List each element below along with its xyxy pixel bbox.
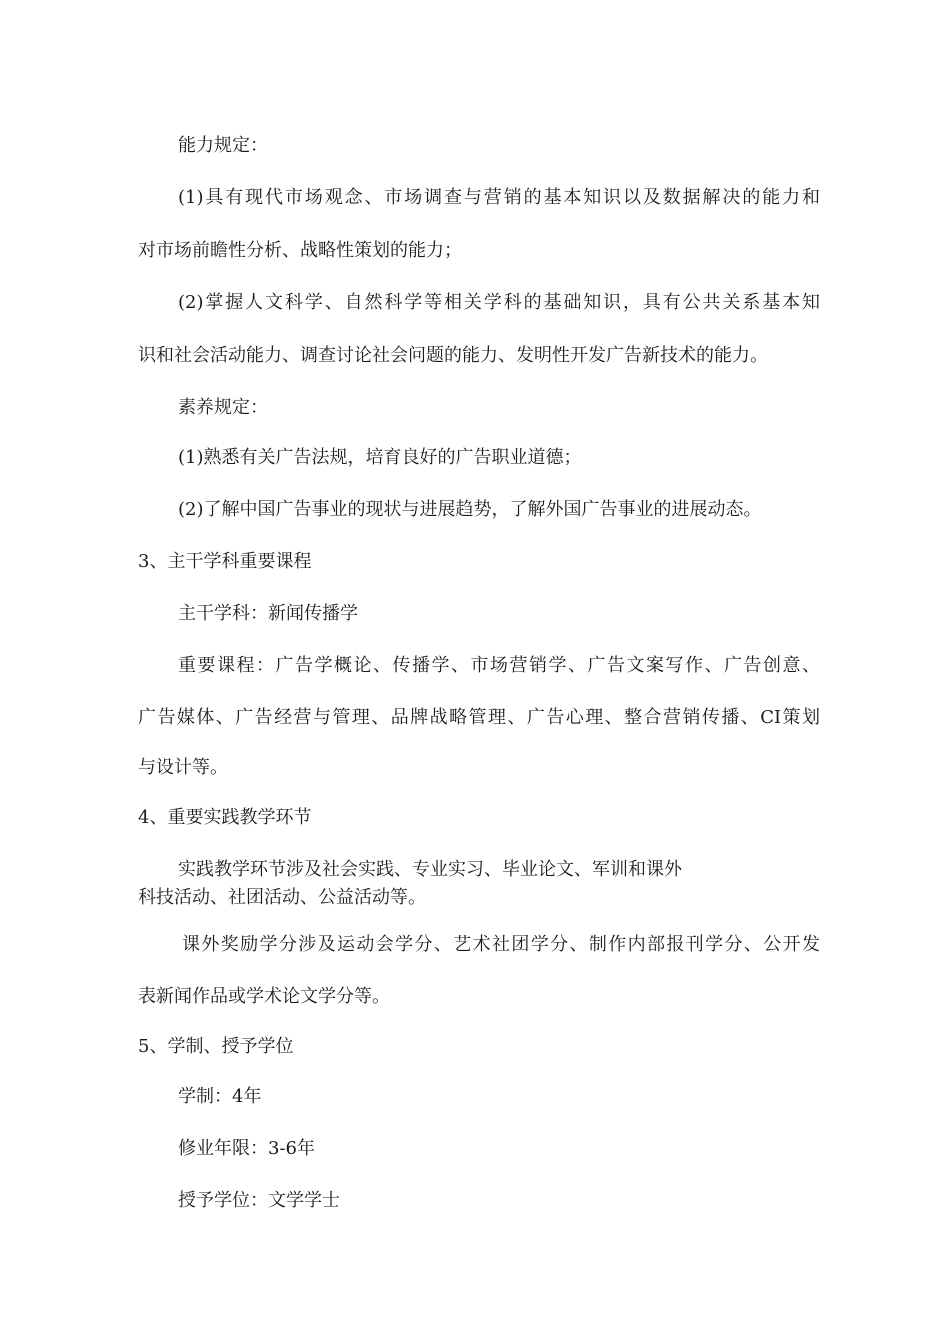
quality-heading: 素养规定：: [178, 397, 268, 418]
ability-item-2-line-2: 识和社会活动能力、调查讨论社会问题的能力、发明性开发广告新技术的能力。: [138, 345, 768, 366]
courses-line-3: 与设计等。: [138, 757, 228, 778]
ability-item-2-line-1: (2)掌握人文科学、自然科学等相关学科的基础知识，具有公共关系基本知: [178, 292, 820, 313]
credits-line-1: 课外奖励学分涉及运动会学分、艺术社团学分、制作内部报刊学分、公开发: [182, 934, 820, 955]
practice-line-1: 实践教学环节涉及社会实践、专业实习、毕业论文、军训和课外: [178, 859, 682, 880]
section-3-heading: 3、主干学科重要课程: [138, 551, 312, 572]
section-5-heading: 5、学制、授予学位: [138, 1036, 294, 1057]
degree: 授予学位：文学学士: [178, 1190, 340, 1211]
courses-line-2: 广告媒体、广告经营与管理、品牌战略管理、广告心理、整合营销传播、CI策划: [138, 707, 820, 728]
duration: 学制：4年: [178, 1086, 262, 1107]
section-4-heading: 4、重要实践教学环节: [138, 807, 312, 828]
credits-line-2: 表新闻作品或学术论文学分等。: [138, 986, 390, 1007]
ability-item-1-line-1: (1)具有现代市场观念、市场调查与营销的基本知识以及数据解决的能力和: [178, 187, 820, 208]
quality-item-2: (2)了解中国广告事业的现状与进展趋势，了解外国广告事业的进展动态。: [178, 499, 762, 520]
courses-line-1: 重要课程：广告学概论、传播学、市场营销学、广告文案写作、广告创意、: [178, 655, 820, 676]
quality-item-1: (1)熟悉有关广告法规，培育良好的广告职业道德；: [178, 447, 582, 468]
main-subject: 主干学科：新闻传播学: [178, 603, 358, 624]
practice-line-2: 科技活动、社团活动、公益活动等。: [138, 887, 426, 908]
study-years: 修业年限：3-6年: [178, 1138, 315, 1159]
ability-heading: 能力规定：: [178, 135, 268, 156]
ability-item-1-line-2: 对市场前瞻性分析、战略性策划的能力；: [138, 240, 462, 261]
